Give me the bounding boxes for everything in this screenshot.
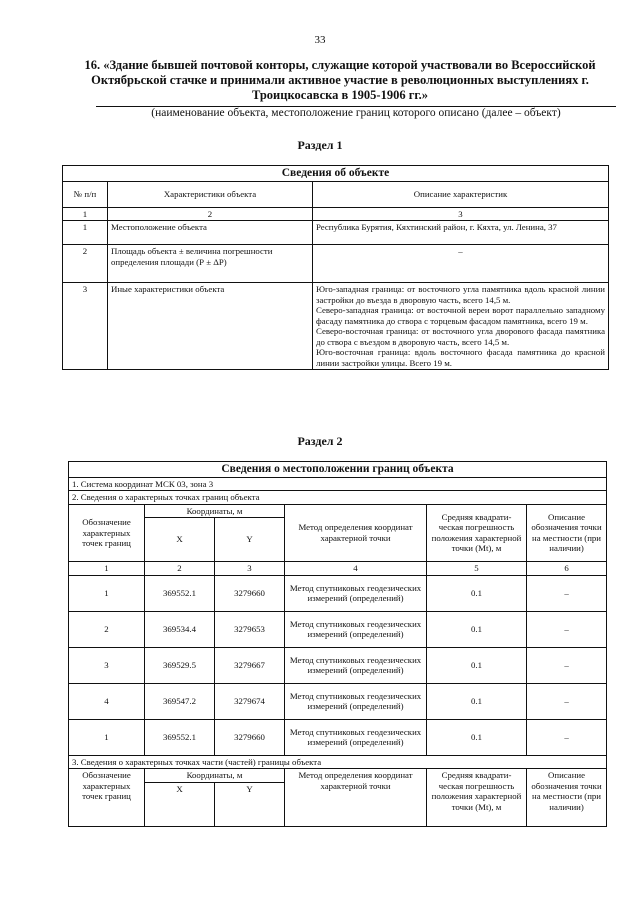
parts-header-y: Y <box>215 782 285 826</box>
point-x: 369552.1 <box>145 719 215 755</box>
parts-header-point-description: Описание обозначения точки на местности (при наличии) <box>527 769 607 827</box>
point-x: 369552.1 <box>145 575 215 611</box>
point-x: 369534.4 <box>145 611 215 647</box>
point-id: 3 <box>69 647 145 683</box>
table-row <box>63 221 609 245</box>
col-number: 1 <box>63 207 108 221</box>
header-description: Описание характеристик <box>313 181 609 207</box>
point-y: 3279667 <box>215 647 285 683</box>
header-characteristics: Характеристики объекта <box>108 181 313 207</box>
table-row <box>69 611 607 647</box>
characteristic-name: Площадь объекта ± величина погрешности определения площади (Р ± ΔР) <box>108 245 313 283</box>
point-y: 3279653 <box>215 611 285 647</box>
header-method: Метод определения координат характерной точки <box>285 504 427 562</box>
point-description: – <box>527 611 607 647</box>
point-error: 0.1 <box>427 719 527 755</box>
row-number: 2 <box>63 245 108 283</box>
header-point: Обозначение характерных точек границ <box>69 504 145 562</box>
header-y: Y <box>215 518 285 562</box>
boundary-southeast: Юго-восточная граница: вдоль восточного фасада памятника до красной линии застройки улицы. Всего 19 м. <box>316 347 605 368</box>
characteristic-name: Местоположение объекта <box>108 221 313 245</box>
characteristic-description: – <box>313 245 609 283</box>
col-number: 5 <box>427 562 527 576</box>
header-row-number: № п/п <box>63 181 108 207</box>
characteristic-description: Республика Бурятия, Кяхтинский район, г. Кяхта, ул. Ленина, 37 <box>313 221 609 245</box>
point-y: 3279660 <box>215 575 285 611</box>
parts-header-method: Метод определения координат характерной точки <box>285 769 427 827</box>
boundary-northwest: Северо-западная граница: от восточной вереи ворот параллельно западному фасаду памятника до створа с торцевым фасадом памятника, всего 19 м. <box>316 305 605 326</box>
parts-header-point: Обозначение характерных точек границ <box>69 769 145 827</box>
coordinate-system: 1. Система координат МСК 03, зона 3 <box>69 477 607 491</box>
point-error: 0.1 <box>427 611 527 647</box>
characteristic-description <box>313 283 609 370</box>
point-y: 3279674 <box>215 683 285 719</box>
col-number: 3 <box>215 562 285 576</box>
header-x: X <box>145 518 215 562</box>
point-error: 0.1 <box>427 575 527 611</box>
point-id: 4 <box>69 683 145 719</box>
characteristic-name: Иные характеристики объекта <box>108 283 313 370</box>
point-description: – <box>527 647 607 683</box>
col-number: 4 <box>285 562 427 576</box>
boundary-table-title: Сведения о местоположении границ объекта <box>69 462 607 478</box>
point-method: Метод спутниковых геодезических измерений (определений) <box>285 611 427 647</box>
point-error: 0.1 <box>427 683 527 719</box>
point-error: 0.1 <box>427 647 527 683</box>
parts-header-error: Средняя квадрати-ческая погрешность положения характерной точки (Мt), м <box>427 769 527 827</box>
col-number: 3 <box>313 207 609 221</box>
point-method: Метод спутниковых геодезических измерений (определений) <box>285 683 427 719</box>
table-row <box>69 683 607 719</box>
header-error: Средняя квадрати-ческая погрешность положения характерной точки (Мt), м <box>427 504 527 562</box>
point-description: – <box>527 719 607 755</box>
points-subtitle: 2. Сведения о характерных точках границ объекта <box>69 491 607 505</box>
table-row <box>63 283 609 370</box>
col-number: 1 <box>69 562 145 576</box>
point-x: 369547.2 <box>145 683 215 719</box>
row-number: 3 <box>63 283 108 370</box>
point-method: Метод спутниковых геодезических измерений (определений) <box>285 647 427 683</box>
col-number: 2 <box>145 562 215 576</box>
object-heading: 16. «Здание бывшей почтовой конторы, служащие которой участвовали во Всероссийской Октябрьской стачке и принимали активное участие в революционных выступлениях г. Троицкосавска в 1905-1906 гг.» <box>84 58 596 102</box>
table-row <box>69 575 607 611</box>
point-description: – <box>527 575 607 611</box>
point-description: – <box>527 683 607 719</box>
parts-header-x: X <box>145 782 215 826</box>
object-info-table-title: Сведения об объекте <box>63 166 609 182</box>
boundary-southwest: Юго-западная граница: от восточного угла памятника вдоль красной линии застройки до въезда в дворовую часть, всего 14,5 м. <box>316 284 605 305</box>
object-info-table <box>62 165 609 370</box>
point-id: 1 <box>69 719 145 755</box>
parts-subtitle: 3. Сведения о характерных точках части (частей) границы объекта <box>69 755 607 769</box>
table-row <box>63 245 609 283</box>
point-method: Метод спутниковых геодезических измерений (определений) <box>285 575 427 611</box>
point-y: 3279660 <box>215 719 285 755</box>
point-method: Метод спутниковых геодезических измерений (определений) <box>285 719 427 755</box>
col-number: 6 <box>527 562 607 576</box>
col-number: 2 <box>108 207 313 221</box>
point-id: 1 <box>69 575 145 611</box>
heading-caption: (наименование объекта, местоположение границ которого описано (далее – объект) <box>151 107 561 119</box>
section-1-title: Раздел 1 <box>297 138 343 152</box>
boundary-northeast: Северо-восточная граница: от восточного угла дворового фасада памятника до створа с въездом в дворовую часть, всего 14,5 м. <box>316 326 605 347</box>
point-id: 2 <box>69 611 145 647</box>
parts-header-coordinates: Координаты, м <box>145 769 285 783</box>
row-number: 1 <box>63 221 108 245</box>
boundary-location-table <box>68 461 607 827</box>
table-row <box>69 719 607 755</box>
page-number: 33 <box>314 34 326 46</box>
header-point-description: Описание обозначения точки на местности (при наличии) <box>527 504 607 562</box>
section-2-title: Раздел 2 <box>297 434 343 448</box>
header-coordinates: Координаты, м <box>145 504 285 518</box>
point-x: 369529.5 <box>145 647 215 683</box>
table-row <box>69 647 607 683</box>
